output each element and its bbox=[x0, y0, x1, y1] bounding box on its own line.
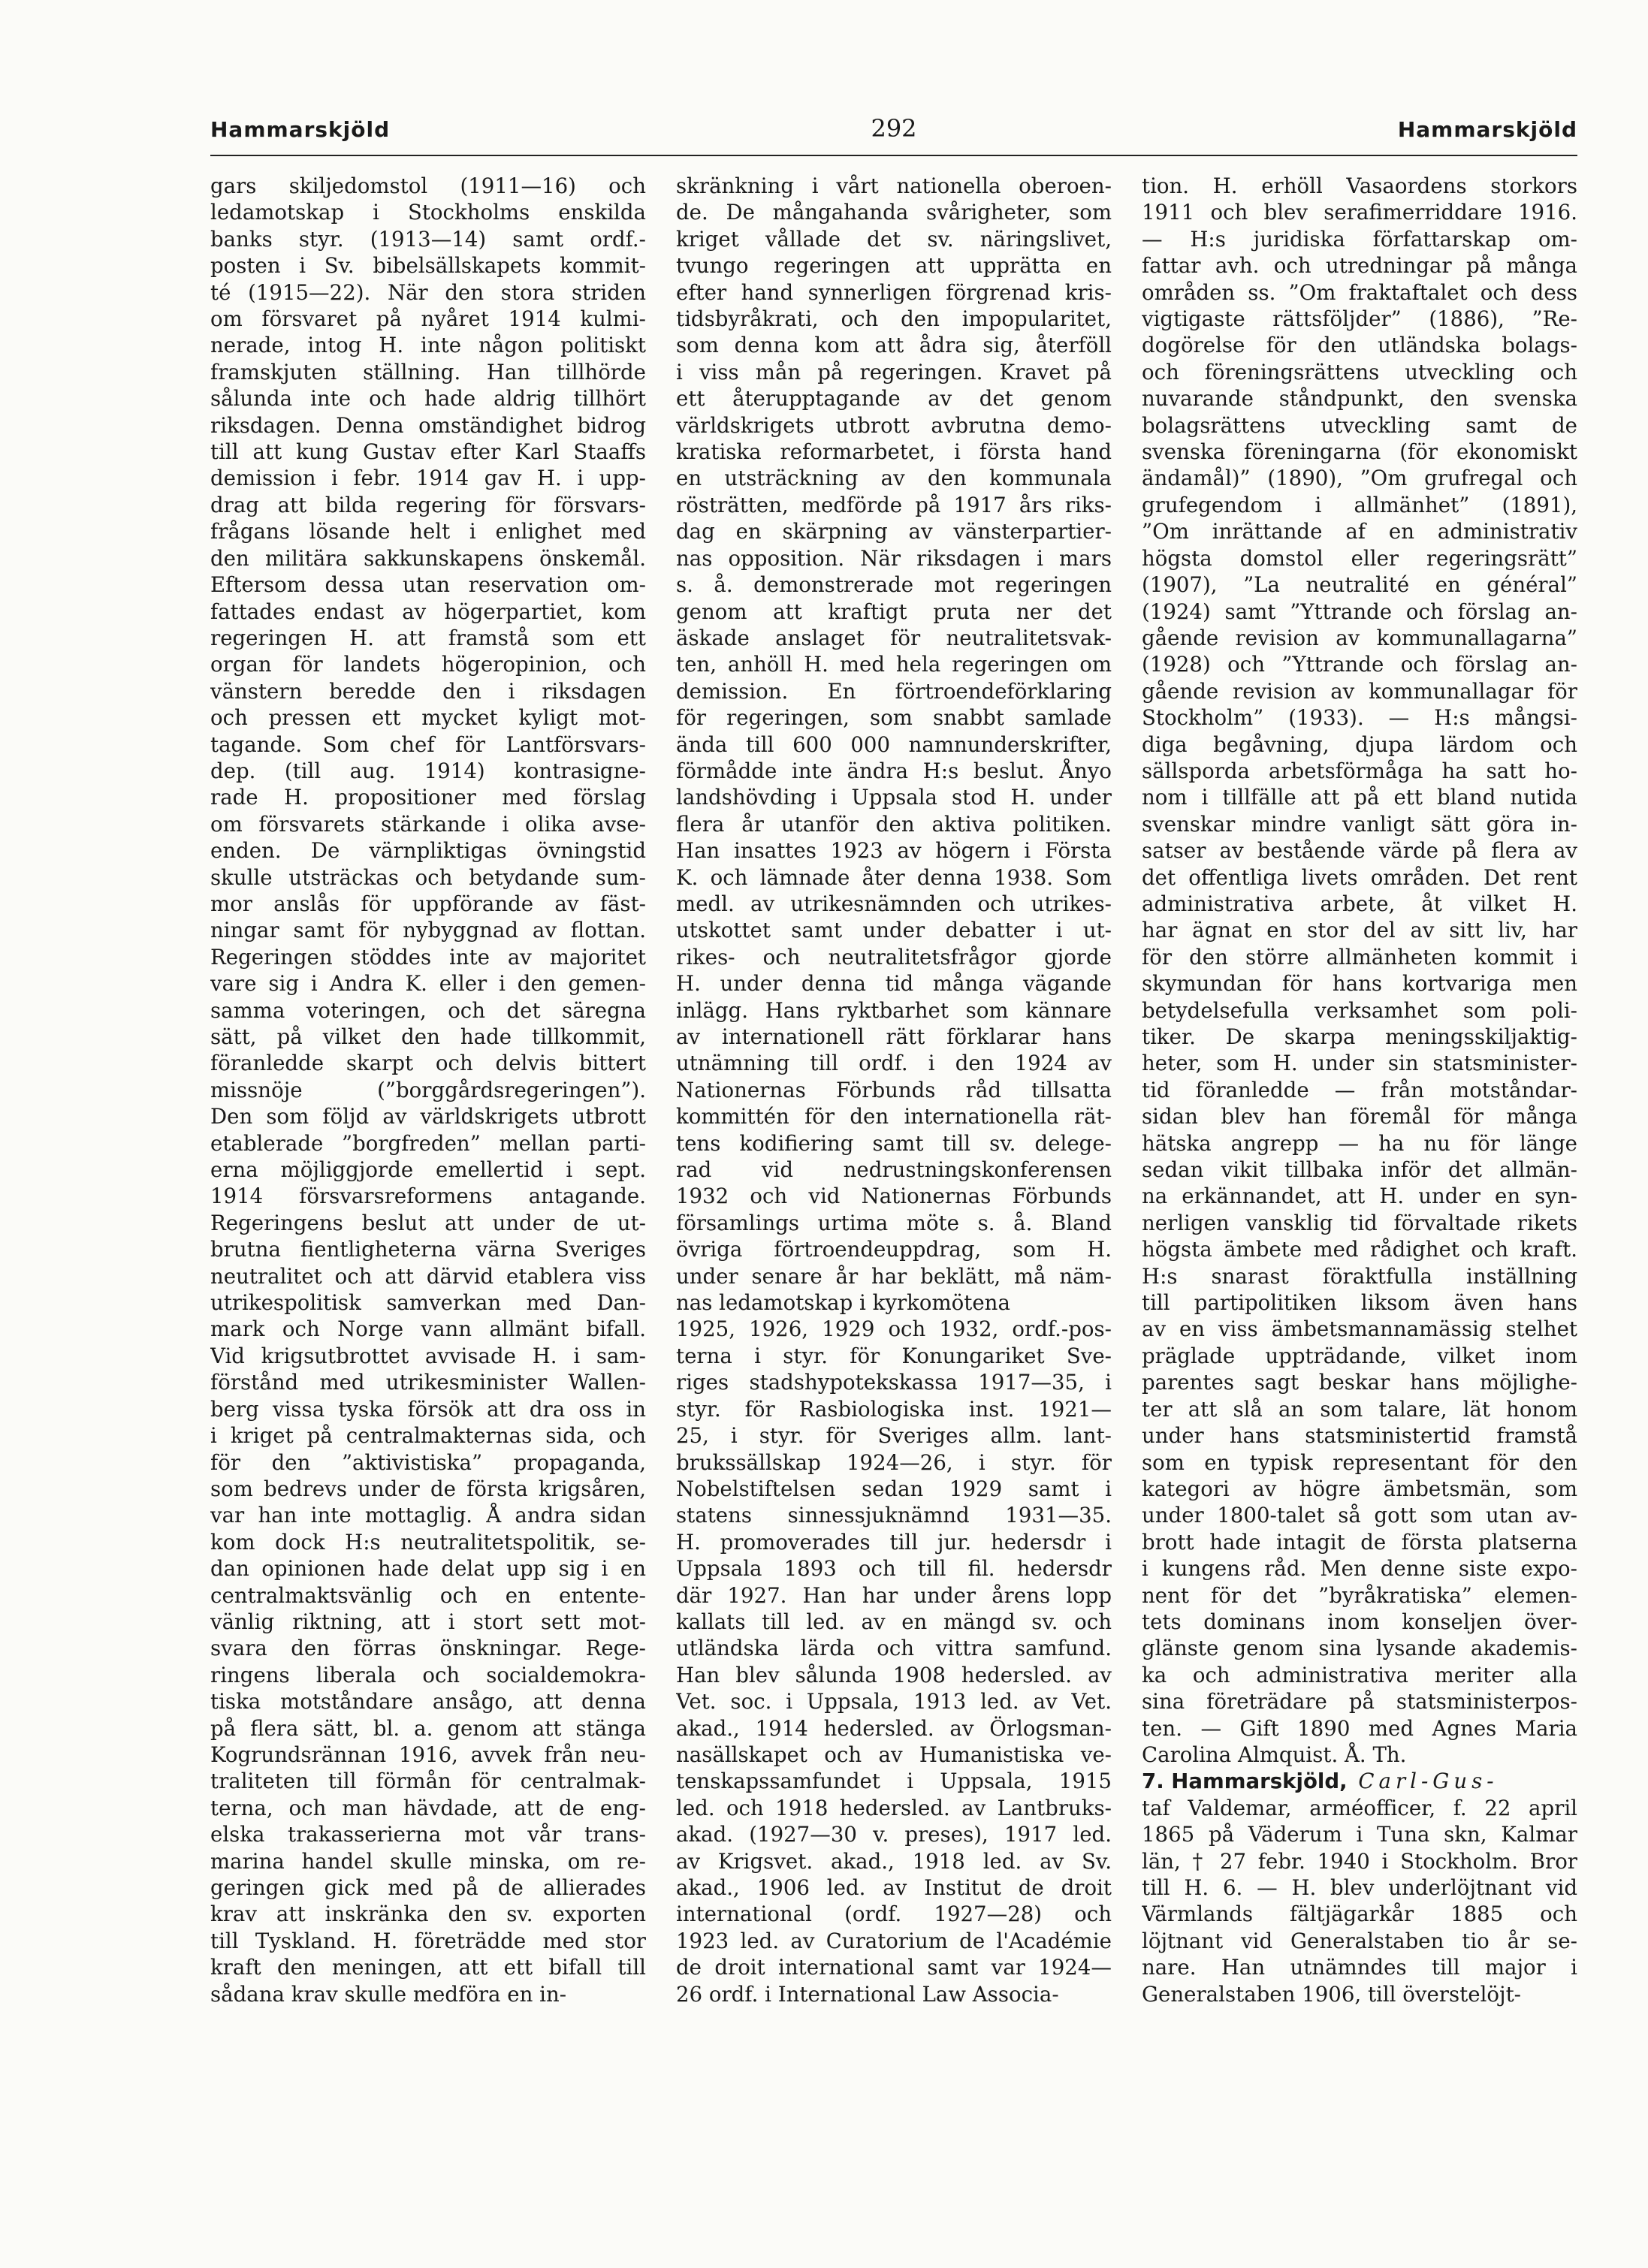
text-line: tiska motståndare ansågo, att denna bbox=[210, 1689, 646, 1715]
text-line: tenskapssamfundet i Uppsala, 1915 bbox=[676, 1769, 1112, 1794]
text-line: i viss mån på regeringen. Kravet på bbox=[676, 359, 1112, 385]
page-number: 292 bbox=[871, 114, 917, 143]
text-line: ter att slå an som talare, lät honom bbox=[1142, 1396, 1577, 1422]
text-line: län, † 27 febr. 1940 i Stockholm. Bror bbox=[1142, 1848, 1577, 1874]
text-line: traliteten till förmån för centralmak- bbox=[210, 1769, 646, 1794]
text-line: dan opinionen hade delat upp sig i en bbox=[210, 1556, 646, 1582]
text-line: geringen gick med på de allierades bbox=[210, 1875, 646, 1900]
text-line: sällsporda arbetsförmåga ha satt ho- bbox=[1142, 758, 1577, 783]
text-line: bolagsrättens utveckling samt de bbox=[1142, 412, 1577, 438]
text-line: brukssällskap 1924—26, i styr. för bbox=[676, 1449, 1112, 1475]
text-line: skränkning i vårt nationella oberoen- bbox=[676, 173, 1112, 198]
text-line: vänstern beredde den i riksdagen bbox=[210, 678, 646, 704]
text-line: Uppsala 1893 och till fil. hedersdr bbox=[676, 1556, 1112, 1582]
text-line: missnöje (”borggårdsregeringen”). bbox=[210, 1077, 646, 1102]
text-line: mark och Norge vann allmänt bifall. bbox=[210, 1316, 646, 1342]
text-line: världskrigets utbrott avbrutna demo- bbox=[676, 412, 1112, 438]
text-line: ka och administrativa meriter alla bbox=[1142, 1662, 1577, 1687]
text-line: nerligen vansklig tid förvaltade rikets bbox=[1142, 1210, 1577, 1235]
text-line: löjtnant vid Generalstaben tio år se- bbox=[1142, 1928, 1577, 1953]
text-columns bbox=[210, 173, 1577, 2007]
text-line: högsta ämbete med rådighet och kraft. bbox=[1142, 1237, 1577, 1262]
text-line: Regeringen stöddes inte av majoritet bbox=[210, 944, 646, 970]
text-line: heter, som H. under sin statsminister- bbox=[1142, 1051, 1577, 1076]
text-line: drag att bilda regering för försvars- bbox=[210, 492, 646, 517]
text-line: satser av bestående värde på flera av bbox=[1142, 838, 1577, 864]
text-line: skulle utsträckas och betydande sum- bbox=[210, 864, 646, 890]
text-line: var han inte mottaglig. Å andra sidan bbox=[210, 1503, 646, 1528]
entry-given-name: Carl-Gus- bbox=[1347, 1769, 1499, 1794]
text-line: ringens liberala och socialdemokra- bbox=[210, 1662, 646, 1687]
text-line: ett återupptagande av det genom bbox=[676, 386, 1112, 412]
text-line: demission i febr. 1914 gav H. i upp- bbox=[210, 466, 646, 491]
text-line: präglade uppträdande, vilket inom bbox=[1142, 1343, 1577, 1368]
text-line: kommittén för den internationella rät- bbox=[676, 1104, 1112, 1129]
text-line: administrativa arbete, åt vilket H. bbox=[1142, 891, 1577, 916]
text-line: styr. för Rasbiologiska inst. 1921— bbox=[676, 1396, 1112, 1422]
text-line: föranledde skarpt och delvis bittert bbox=[210, 1051, 646, 1076]
text-line: tid föranledde — från motståndar- bbox=[1142, 1077, 1577, 1102]
text-line: tion. H. erhöll Vasaordens storkors bbox=[1142, 173, 1577, 198]
text-line: medl. av utrikesnämnden och utrikes- bbox=[676, 891, 1112, 916]
text-line: sålunda inte och hade aldrig tillhört bbox=[210, 386, 646, 412]
text-line: fattades endast av högerpartiet, kom bbox=[210, 599, 646, 624]
text-line bbox=[1142, 1768, 1577, 1794]
text-line: till Tyskland. H. företrädde med stor bbox=[210, 1928, 646, 1953]
text-line: nom i tillfälle att på ett bland nutida bbox=[1142, 785, 1577, 810]
text-line: Stockholm” (1933). — H:s mångsi- bbox=[1142, 705, 1577, 731]
text-line: organ för landets högeropinion, och bbox=[210, 652, 646, 677]
text-line: Nationernas Förbunds råd tillsatta bbox=[676, 1077, 1112, 1102]
text-line: nare. Han utnämndes till major i bbox=[1142, 1955, 1577, 1980]
text-line: akad., 1914 hedersled. av Örlogsman- bbox=[676, 1715, 1112, 1741]
text-line: Regeringens beslut att under de ut- bbox=[210, 1210, 646, 1235]
text-line: ten, anhöll H. med hela regeringen om bbox=[676, 652, 1112, 677]
text-line: Kogrundsrännan 1916, avvek från neu- bbox=[210, 1742, 646, 1767]
text-line: som bedrevs under de första krigsåren, bbox=[210, 1476, 646, 1501]
text-line: under senare år har beklätt, må näm- bbox=[676, 1263, 1112, 1289]
text-line: i kriget på centralmakternas sida, och bbox=[210, 1423, 646, 1449]
text-line: tagande. Som chef för Lantförsvars- bbox=[210, 731, 646, 757]
text-line: sina företrädare på statsministerpos- bbox=[1142, 1689, 1577, 1715]
text-line: under 1800-talet så gott som utan av- bbox=[1142, 1503, 1577, 1528]
text-line: glänste genom sina lysande akademis- bbox=[1142, 1636, 1577, 1661]
text-line: vänlig riktning, att i stort sett mot- bbox=[210, 1609, 646, 1634]
text-line: rad vid nedrustningskonferensen bbox=[676, 1157, 1112, 1183]
text-line: nas ledamotskap i kyrkomötena bbox=[676, 1290, 1010, 1316]
text-line: den militära sakkunskapens önskemål. bbox=[210, 545, 646, 571]
text-line: fattar avh. och utredningar på många bbox=[1142, 253, 1577, 279]
text-line: gående revision av kommunallagarna” bbox=[1142, 625, 1577, 650]
text-line: Han blev sålunda 1908 hedersled. av bbox=[676, 1662, 1112, 1687]
text-line: svenska föreningarna (för ekonomiskt bbox=[1142, 439, 1577, 465]
text-line: av en viss ämbetsmannamässig stelhet bbox=[1142, 1316, 1577, 1342]
text-line: samma voteringen, och det säregna bbox=[210, 997, 646, 1023]
text-line: om försvaret på nyåret 1914 kulmi- bbox=[210, 306, 646, 332]
text-line: tiker. De skarpa meningsskiljaktig- bbox=[1142, 1024, 1577, 1049]
text-line: där 1927. Han har under årens lopp bbox=[676, 1582, 1112, 1608]
text-line: H. promoverades till jur. hedersdr i bbox=[676, 1529, 1112, 1555]
text-line: under hans statsministertid framstå bbox=[1142, 1423, 1577, 1449]
text-line: Han insattes 1923 av högern i Första bbox=[676, 838, 1112, 864]
text-line: för den ”aktivistiska” propaganda, bbox=[210, 1449, 646, 1475]
text-line: av internationell rätt förklarar hans bbox=[676, 1024, 1112, 1049]
text-line: posten i Sv. bibelsällskapets kommit- bbox=[210, 253, 646, 279]
text-line: kategori av högre ämbetsmän, som bbox=[1142, 1476, 1577, 1501]
text-line: tens kodifiering samt till sv. delege- bbox=[676, 1130, 1112, 1156]
text-line: utnämning till ordf. i den 1924 av bbox=[676, 1051, 1112, 1076]
text-line: nerade, intog H. inte någon politiskt bbox=[210, 333, 646, 358]
running-header bbox=[210, 113, 1577, 158]
text-line: i kungens råd. Men denne siste expo- bbox=[1142, 1556, 1577, 1582]
text-line: de droit international samt var 1924— bbox=[676, 1955, 1112, 1980]
text-line: riksdagen. Denna omständighet bidrog bbox=[210, 412, 646, 438]
text-line: det offentliga livets områden. Det rent bbox=[1142, 864, 1577, 890]
text-line: nuvarande ståndpunkt, den svenska bbox=[1142, 386, 1577, 412]
text-line: terna i styr. för Konungariket Sve- bbox=[676, 1343, 1112, 1368]
text-line: Vid krigsutbrottet avvisade H. i sam- bbox=[210, 1343, 646, 1368]
column-2 bbox=[676, 173, 1112, 2007]
text-line: övriga förtroendeuppdrag, som H. bbox=[676, 1237, 1112, 1262]
text-line: marina handel skulle minska, om re- bbox=[210, 1848, 646, 1874]
text-line: nent för det ”byråkratiska” elemen- bbox=[1142, 1582, 1577, 1608]
text-line: en utsträckning av den kommunala bbox=[676, 466, 1112, 491]
text-line: utrikespolitisk samverkan med Dan- bbox=[210, 1290, 646, 1316]
text-line: sidan blev han föremål för många bbox=[1142, 1104, 1577, 1129]
text-line: 1932 och vid Nationernas Förbunds bbox=[676, 1184, 1112, 1209]
text-line: Generalstaben 1906, till överstelöjt- bbox=[1142, 1981, 1521, 2007]
text-line: som en typisk representant för den bbox=[1142, 1449, 1577, 1475]
text-line: om försvarets stärkande i olika avse- bbox=[210, 811, 646, 837]
text-line: utländska lärda och vittra samfund. bbox=[676, 1636, 1112, 1661]
text-line: (1928) och ”Yttrande och förslag an- bbox=[1142, 652, 1577, 677]
text-line: terna, och man hävdade, att de eng- bbox=[210, 1795, 646, 1820]
text-line: svara den förras önskningar. Rege- bbox=[210, 1636, 646, 1661]
text-line: ledamotskap i Stockholms enskilda bbox=[210, 200, 646, 225]
text-line: flera år utanför den aktiva politiken. bbox=[676, 811, 1112, 837]
column-3 bbox=[1142, 173, 1577, 2007]
text-line: framskjuten ställning. Han tillhörde bbox=[210, 359, 646, 385]
text-line: genom att kraftigt pruta ner det bbox=[676, 599, 1112, 624]
text-line: kraft den meningen, att ett bifall till bbox=[210, 1955, 646, 1980]
text-line: till partipolitiken liksom även hans bbox=[1142, 1290, 1577, 1316]
text-line: (1907), ”La neutralité en général” bbox=[1142, 572, 1577, 598]
text-line: 25, i styr. för Sveriges allm. lant- bbox=[676, 1423, 1112, 1449]
text-line: och föreningsrättens utveckling och bbox=[1142, 359, 1577, 385]
header-left-name: Hammarskjöld bbox=[210, 117, 391, 142]
text-line: statens sinnessjuknämnd 1931—35. bbox=[676, 1503, 1112, 1528]
text-line: till att kung Gustav efter Karl Staaffs bbox=[210, 439, 646, 465]
text-line: till H. 6. — H. blev underlöjtnant vid bbox=[1142, 1875, 1577, 1900]
header-right-name: Hammarskjöld bbox=[1397, 117, 1577, 142]
text-line: tvungo regeringen att upprätta en bbox=[676, 253, 1112, 279]
text-line: ten. — Gift 1890 med Agnes Maria bbox=[1142, 1715, 1577, 1741]
text-line: akad. (1927—30 v. preses), 1917 led. bbox=[676, 1822, 1112, 1847]
text-line: förstånd med utrikesminister Wallen- bbox=[210, 1370, 646, 1395]
text-line: parentes sagt beskar hans möjlighe- bbox=[1142, 1370, 1577, 1395]
text-line: de. De mångahanda svårigheter, som bbox=[676, 200, 1112, 225]
text-line: regeringen H. att framstå som ett bbox=[210, 625, 646, 650]
column-1 bbox=[210, 173, 646, 2007]
text-line: förmådde inte ändra H:s beslut. Ånyo bbox=[676, 758, 1112, 783]
text-line: ända till 600 000 namnunderskrifter, bbox=[676, 731, 1112, 757]
text-line: rikes- och neutralitetsfrågor gjorde bbox=[676, 944, 1112, 970]
text-line: dep. (till aug. 1914) kontrasigne- bbox=[210, 758, 646, 783]
text-line: akad., 1906 led. av Institut de droit bbox=[676, 1875, 1112, 1900]
text-line: enden. De värnpliktigas övningstid bbox=[210, 838, 646, 864]
text-line: té (1915—22). När den stora striden bbox=[210, 279, 646, 305]
text-line: och pressen ett mycket kyligt mot- bbox=[210, 705, 646, 731]
text-line: äskade anslaget för neutralitetsvak- bbox=[676, 625, 1112, 650]
text-line: dag en skärpning av vänsterpartier- bbox=[676, 519, 1112, 544]
text-line: har ägnat en stor del av sitt liv, har bbox=[1142, 918, 1577, 943]
text-line: kratiska reformarbetet, i första hand bbox=[676, 439, 1112, 465]
text-line: Den som följd av världskrigets utbrott bbox=[210, 1104, 646, 1129]
text-line: nasällskapet och av Humanistiska ve- bbox=[676, 1742, 1112, 1767]
text-line: sätt, på vilket den hade tillkommit, bbox=[210, 1024, 646, 1049]
text-line: tets dominans inom konseljen över- bbox=[1142, 1609, 1577, 1634]
text-line: dogörelse för den utländska bolags- bbox=[1142, 333, 1577, 358]
text-line: na erkännandet, att H. under en syn- bbox=[1142, 1184, 1577, 1209]
text-line: — H:s juridiska författarskap om- bbox=[1142, 226, 1577, 252]
text-line: grufegendom i allmänhet” (1891), bbox=[1142, 492, 1577, 517]
text-line: på flera sätt, bl. a. genom att stänga bbox=[210, 1715, 646, 1741]
text-line: K. och lämnade åter denna 1938. Som bbox=[676, 864, 1112, 890]
text-line: Eftersom dessa utan reservation om- bbox=[210, 572, 646, 598]
text-line: led. och 1918 hedersled. av Lantbruks- bbox=[676, 1795, 1112, 1820]
text-line: 26 ordf. i International Law Associa- bbox=[676, 1981, 1059, 2007]
text-line: neutralitet och att därvid etablera viss bbox=[210, 1263, 646, 1289]
text-line: rösträtten, medförde på 1917 års riks- bbox=[676, 492, 1112, 517]
text-line: 1925, 1926, 1929 och 1932, ordf.-pos- bbox=[676, 1316, 1112, 1342]
text-line: etablerade ”borgfreden” mellan parti- bbox=[210, 1130, 646, 1156]
text-line: diga begåvning, djupa lärdom och bbox=[1142, 731, 1577, 757]
text-line: landshövding i Uppsala stod H. under bbox=[676, 785, 1112, 810]
text-line: rade H. propositioner med förslag bbox=[210, 785, 646, 810]
text-line: (1924) samt ”Yttrande och förslag an- bbox=[1142, 599, 1577, 624]
text-line: Värmlands fältjägarkår 1885 och bbox=[1142, 1902, 1577, 1927]
text-line: international (ordf. 1927—28) och bbox=[676, 1902, 1112, 1927]
text-line: taf Valdemar, arméofficer, f. 22 april bbox=[1142, 1795, 1577, 1820]
text-line: erna möjliggjorde emellertid i sept. bbox=[210, 1157, 646, 1183]
text-line: Carolina Almquist. Å. Th. bbox=[1142, 1742, 1407, 1767]
text-line: Vet. soc. i Uppsala, 1913 led. av Vet. bbox=[676, 1689, 1112, 1715]
page bbox=[210, 113, 1577, 2215]
text-line: som denna kom att ådra sig, återföll bbox=[676, 333, 1112, 358]
text-line: 1923 led. av Curatorium de l'Académie bbox=[676, 1928, 1112, 1953]
text-line: nas opposition. När riksdagen i mars bbox=[676, 545, 1112, 571]
text-line: kallats till led. av en mängd sv. och bbox=[676, 1609, 1112, 1634]
text-line: H. under denna tid många vägande bbox=[676, 971, 1112, 997]
text-line: ningar samt för nybyggnad av flottan. bbox=[210, 918, 646, 943]
text-line: sådana krav skulle medföra en in- bbox=[210, 1981, 567, 2007]
text-line: vare sig i Andra K. eller i den gemen- bbox=[210, 971, 646, 997]
text-line: gars skiljedomstol (1911—16) och bbox=[210, 173, 646, 198]
text-line: banks styr. (1913—14) samt ordf.- bbox=[210, 226, 646, 252]
text-line: av Krigsvet. akad., 1918 led. av Sv. bbox=[676, 1848, 1112, 1874]
text-line: 1865 på Väderum i Tuna skn, Kalmar bbox=[1142, 1822, 1577, 1847]
text-line: H:s snarast föraktfulla inställning bbox=[1142, 1263, 1577, 1289]
text-line: frågans lösande helt i enlighet med bbox=[210, 519, 646, 544]
text-line: skymundan för hans kortvariga men bbox=[1142, 971, 1577, 997]
text-line: sedan vikit tillbaka inför det allmän- bbox=[1142, 1157, 1577, 1183]
text-line: demission. En förtroendeförklaring bbox=[676, 678, 1112, 704]
text-line: 1914 försvarsreformens antagande. bbox=[210, 1184, 646, 1209]
text-line: brott hade intagit de första platserna bbox=[1142, 1529, 1577, 1555]
text-line: församlings urtima möte s. å. Bland bbox=[676, 1210, 1112, 1235]
text-line: kom dock H:s neutralitetspolitik, se- bbox=[210, 1529, 646, 1555]
text-line: elska trakasserierna mot vår trans- bbox=[210, 1822, 646, 1847]
text-line: svenskar mindre vanligt sätt göra in- bbox=[1142, 811, 1577, 837]
text-line: betydelsefulla verksamhet som poli- bbox=[1142, 997, 1577, 1023]
text-line: ändamål)” (1890), ”Om grufregal och bbox=[1142, 466, 1577, 491]
entry-heading: 7. Hammarskjöld, bbox=[1142, 1769, 1348, 1794]
text-line: krav att inskränka den sv. exporten bbox=[210, 1902, 646, 1927]
header-rule bbox=[210, 155, 1577, 156]
text-line: kriget vållade det sv. näringslivet, bbox=[676, 226, 1112, 252]
text-line: centralmaktsvänlig och en entente- bbox=[210, 1582, 646, 1608]
text-line: brutna fientligheterna värna Sveriges bbox=[210, 1237, 646, 1262]
text-line: berg vissa tyska försök att dra oss in bbox=[210, 1396, 646, 1422]
text-line: 1911 och blev serafimerriddare 1916. bbox=[1142, 200, 1577, 225]
text-line: utskottet samt under debatter i ut- bbox=[676, 918, 1112, 943]
text-line: tidsbyråkrati, och den impopularitet, bbox=[676, 306, 1112, 332]
text-line: områden ss. ”Om fraktaftalet och dess bbox=[1142, 279, 1577, 305]
text-line: hätska angrepp — ha nu för länge bbox=[1142, 1130, 1577, 1156]
text-line: efter hand synnerligen förgrenad kris- bbox=[676, 279, 1112, 305]
text-line: riges stadshypotekskassa 1917—35, i bbox=[676, 1370, 1112, 1395]
text-line: för regeringen, som snabbt samlade bbox=[676, 705, 1112, 731]
text-line: s. å. demonstrerade mot regeringen bbox=[676, 572, 1112, 598]
text-line: ”Om inrättande af en administrativ bbox=[1142, 519, 1577, 544]
text-line: gående revision av kommunallagar för bbox=[1142, 678, 1577, 704]
text-line: inlägg. Hans ryktbarhet som kännare bbox=[676, 997, 1112, 1023]
text-line: mor anslås för uppförande av fäst- bbox=[210, 891, 646, 916]
text-line: för den större allmänheten kommit i bbox=[1142, 944, 1577, 970]
text-line: Nobelstiftelsen sedan 1929 samt i bbox=[676, 1476, 1112, 1501]
text-line: högsta domstol eller regeringsrätt” bbox=[1142, 545, 1577, 571]
text-line: vigtigaste rättsföljder” (1886), ”Re- bbox=[1142, 306, 1577, 332]
